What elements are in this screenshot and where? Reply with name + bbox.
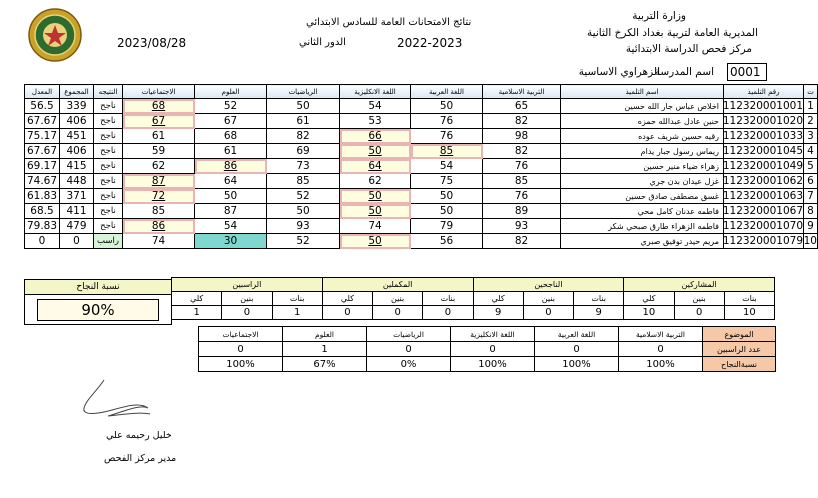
- cell-n: 9: [804, 219, 818, 234]
- cell-social: 59: [123, 144, 195, 159]
- cell-total: 448: [60, 174, 94, 189]
- cell-english: 54: [340, 99, 411, 114]
- cell-english: 66: [340, 129, 411, 144]
- cell-total: 371: [60, 189, 94, 204]
- cell-english: 53: [340, 114, 411, 129]
- cell-n: 10: [803, 235, 817, 247]
- column-header: المجموع: [60, 85, 94, 99]
- subject-pass-rate: 100%: [451, 357, 535, 372]
- stats-value-passed: 9: [473, 306, 523, 320]
- signatory-title: مدير مركز الفحص: [104, 453, 177, 464]
- cell-english: 50: [340, 204, 411, 219]
- stats-value-failed: 1: [172, 306, 222, 320]
- column-header: اللغة الانكليزية: [340, 85, 411, 99]
- cell-science: 68: [195, 129, 267, 144]
- round-label: الدور الثاني: [299, 37, 346, 48]
- stats-subheader: بنين: [674, 292, 724, 306]
- cell-islamic: 76: [483, 159, 561, 174]
- group-passed: الناجحين: [473, 278, 624, 292]
- stats-subheader: بنات: [272, 292, 322, 306]
- group-participants: المشاركين: [624, 278, 775, 292]
- cell-social: 74: [123, 234, 195, 249]
- cell-islamic: 76: [483, 189, 561, 204]
- cell-english: 74: [340, 219, 411, 234]
- cell-total: 406: [60, 114, 94, 129]
- column-header: اللغة العربية: [411, 85, 483, 99]
- pass-rate-label: نسبة النجاح: [25, 280, 171, 295]
- stats-value-failed: 0: [222, 306, 272, 320]
- cell-social: 85: [123, 204, 195, 219]
- cell-islamic: 82: [483, 234, 561, 249]
- subject-failed-count: 0: [619, 342, 703, 357]
- subject-pass-rate: 100%: [619, 357, 703, 372]
- cell-n: 1: [804, 99, 818, 114]
- cell-math: 50: [267, 99, 340, 114]
- cell-total: 339: [60, 99, 94, 114]
- table-row: [25, 174, 818, 189]
- signature-icon: [78, 378, 158, 426]
- cell-science: 30: [195, 234, 267, 249]
- cell-arabic: 56: [411, 234, 483, 249]
- cell-n: 2: [804, 114, 818, 129]
- subject-failed-count: 0: [367, 342, 451, 357]
- cell-total: 0: [60, 234, 94, 249]
- cell-arabic: 76: [411, 114, 483, 129]
- cell-arabic: 50: [411, 204, 483, 219]
- cell-result: ناجح: [94, 159, 123, 174]
- cell-name: فاطمه عدنان كامل محي: [561, 204, 724, 219]
- stats-value-participants: 10: [724, 306, 774, 320]
- cell-name: حنين عادل عبدالله حمزه: [561, 114, 724, 129]
- cell-math: 61: [267, 114, 340, 129]
- cell-science: 52: [195, 99, 267, 114]
- column-header: العلوم: [195, 85, 267, 99]
- cell-science: 50: [195, 189, 267, 204]
- stats-subheader: بنين: [373, 292, 423, 306]
- cell-social: 67: [123, 114, 195, 129]
- cell-avg: 74.67: [25, 174, 60, 189]
- stats-value-passed: 0: [523, 306, 573, 320]
- stats-value-supplementary: 0: [373, 306, 423, 320]
- pass-rate-value: 90%: [37, 299, 159, 321]
- cell-science: 87: [195, 204, 267, 219]
- table-row: [25, 129, 818, 144]
- cell-id: 112320001020: [722, 115, 803, 127]
- cell-avg: 69.17: [25, 159, 60, 174]
- cell-name: مريم حيدر توفيق صبري: [561, 234, 724, 249]
- stats-value-participants: 10: [624, 306, 674, 320]
- results-table: [24, 84, 818, 249]
- subject-pass-rate: 100%: [535, 357, 619, 372]
- subject-failed-count: 0: [451, 342, 535, 357]
- stats-subheader-row: [172, 292, 775, 306]
- report-title: نتائج الامتحانات العامة للسادس الابتدائي: [306, 17, 472, 28]
- cell-name: رقيه حسين شريف عوده: [561, 129, 724, 144]
- cell-result: ناجح: [94, 114, 123, 129]
- cell-n: 3: [804, 129, 818, 144]
- cell-islamic: 82: [483, 144, 561, 159]
- column-header: اسم التلميذ: [561, 85, 724, 99]
- cell-n: 7: [804, 189, 818, 204]
- school-label: اسم المدرسة: [654, 66, 714, 78]
- cell-social: 61: [123, 129, 195, 144]
- cell-id: 112320001063: [722, 190, 803, 202]
- stats-subheader: بنين: [523, 292, 573, 306]
- column-header: المعدل: [25, 85, 60, 99]
- cell-total: 415: [60, 159, 94, 174]
- cell-avg: 56.5: [25, 99, 60, 114]
- table-row: [25, 144, 818, 159]
- cell-english: 64: [340, 159, 411, 174]
- cell-math: 85: [267, 174, 340, 189]
- subject-row-label: الموضوع: [703, 327, 776, 342]
- cell-avg: 67.67: [25, 144, 60, 159]
- table-row: [25, 234, 818, 249]
- subject-rate-row: [199, 357, 776, 372]
- column-header: الرياضيات: [267, 85, 340, 99]
- stats-subheader: كلي: [172, 292, 222, 306]
- cell-math: 82: [267, 129, 340, 144]
- cell-id: 112320001045: [722, 145, 803, 157]
- cell-name: ريماس رسول جبار يدام: [561, 144, 724, 159]
- stats-value-supplementary: 0: [423, 306, 473, 320]
- cell-name: غزل عيدان بدن جري: [561, 174, 724, 189]
- cell-result: راسب: [94, 234, 123, 249]
- academic-year: 2022-2023: [397, 36, 463, 50]
- cell-english: 50: [340, 144, 411, 159]
- cell-total: 479: [60, 219, 94, 234]
- subject-pass-rate: 0%: [367, 357, 451, 372]
- cell-result: ناجح: [94, 204, 123, 219]
- cell-science: 67: [195, 114, 267, 129]
- cell-math: 93: [267, 219, 340, 234]
- cell-result: ناجح: [94, 174, 123, 189]
- cell-total: 406: [60, 144, 94, 159]
- group-supplementary: المكملين: [322, 278, 473, 292]
- cell-islamic: 65: [483, 99, 561, 114]
- cell-arabic: 54: [411, 159, 483, 174]
- column-header: الاجتماعيات: [123, 85, 195, 99]
- rate-row-label: نسبةالنجاح: [703, 357, 776, 372]
- cell-arabic: 75: [411, 174, 483, 189]
- table-row: [25, 99, 818, 114]
- subject-pass-rate: 67%: [283, 357, 367, 372]
- cell-total: 411: [60, 204, 94, 219]
- results-header-row: [25, 85, 818, 99]
- cell-result: ناجح: [94, 219, 123, 234]
- column-header: رقم التلميذ: [724, 85, 804, 99]
- subject-header: اللغة الانكليزية: [451, 327, 535, 342]
- cell-social: 87: [123, 174, 195, 189]
- cell-arabic: 50: [411, 189, 483, 204]
- cell-name: زهراء ضياء منير حسين: [561, 159, 724, 174]
- cell-science: 64: [195, 174, 267, 189]
- cell-avg: 0: [25, 234, 60, 249]
- report-date: 2023/08/28: [117, 36, 187, 50]
- stats-value-participants: 0: [674, 306, 724, 320]
- cell-islamic: 85: [483, 174, 561, 189]
- cell-id: 112320001001: [722, 100, 803, 112]
- stats-values-row: [172, 306, 775, 320]
- cell-avg: 67.67: [25, 114, 60, 129]
- cell-arabic: 85: [411, 144, 483, 159]
- table-row: [25, 114, 818, 129]
- center-name: مركز فحص الدراسة الابتدائية: [625, 43, 752, 55]
- table-row: [25, 159, 818, 174]
- table-row: [25, 189, 818, 204]
- cell-n: 6: [804, 174, 818, 189]
- cell-arabic: 79: [411, 219, 483, 234]
- subject-summary-table: [198, 326, 776, 372]
- cell-science: 61: [195, 144, 267, 159]
- cell-islamic: 89: [483, 204, 561, 219]
- subject-header: اللغة العربية: [535, 327, 619, 342]
- cell-id: 112320001033: [722, 130, 803, 142]
- cell-avg: 68.5: [25, 204, 60, 219]
- cell-n: 8: [804, 204, 818, 219]
- cell-n: 5: [804, 159, 818, 174]
- table-row: [25, 219, 818, 234]
- stats-subheader: بنين: [222, 292, 272, 306]
- subject-failed-count: 1: [283, 342, 367, 357]
- cell-islamic: 98: [483, 129, 561, 144]
- stats-subheader: بنات: [724, 292, 774, 306]
- cell-id: 112320001049: [722, 160, 803, 172]
- cell-id: 112320001079: [722, 235, 803, 247]
- cell-english: 50: [340, 234, 411, 249]
- cell-avg: 75.17: [25, 129, 60, 144]
- cell-id: 112320001062: [722, 175, 803, 187]
- stats-subheader: بنات: [574, 292, 624, 306]
- emblem-icon: [28, 8, 82, 62]
- cell-math: 50: [267, 204, 340, 219]
- stats-value-passed: 9: [574, 306, 624, 320]
- cell-name: غسق مصطفى صادق حسين: [561, 189, 724, 204]
- subject-header-row: [199, 327, 776, 342]
- subject-failed-count: 0: [199, 342, 283, 357]
- subject-header: الرياضيات: [367, 327, 451, 342]
- column-header: ت: [804, 85, 818, 99]
- cell-result: ناجح: [94, 189, 123, 204]
- cell-islamic: 82: [483, 114, 561, 129]
- cell-social: 86: [123, 219, 195, 234]
- failed-row-label: عدد الراسبين: [703, 342, 776, 357]
- stats-subheader: بنات: [423, 292, 473, 306]
- stats-subheader: كلي: [473, 292, 523, 306]
- cell-islamic: 93: [483, 219, 561, 234]
- stats-subheader: كلي: [624, 292, 674, 306]
- cell-english: 62: [340, 174, 411, 189]
- cell-arabic: 50: [411, 99, 483, 114]
- summary-stats-table: [171, 277, 775, 320]
- cell-math: 52: [267, 189, 340, 204]
- cell-result: ناجح: [94, 144, 123, 159]
- cell-science: 54: [195, 219, 267, 234]
- school-name: الزهراوي الاساسية: [578, 66, 660, 78]
- cell-avg: 79.83: [25, 219, 60, 234]
- stats-subheader: كلي: [322, 292, 372, 306]
- column-header: النتيجه: [94, 85, 123, 99]
- stats-value-failed: 1: [272, 306, 322, 320]
- cell-social: 68: [123, 99, 195, 114]
- group-failed: الراسبين: [172, 278, 323, 292]
- signatory-name: خليل رحيمه علي: [106, 430, 172, 441]
- directorate-name: المديرية العامة لتربية بغداد الكرخ الثانية: [587, 27, 758, 39]
- cell-result: ناجح: [94, 99, 123, 114]
- subject-header: العلوم: [283, 327, 367, 342]
- cell-avg: 61.83: [25, 189, 60, 204]
- cell-math: 73: [267, 159, 340, 174]
- subject-failed-count: 0: [535, 342, 619, 357]
- cell-result: ناجح: [94, 129, 123, 144]
- school-code: 0001: [727, 63, 767, 81]
- subject-header: التربية الاسلامية: [619, 327, 703, 342]
- subject-pass-rate: 100%: [199, 357, 283, 372]
- subject-header: الاجتماعيات: [199, 327, 283, 342]
- cell-social: 62: [123, 159, 195, 174]
- cell-math: 69: [267, 144, 340, 159]
- subject-failed-row: [199, 342, 776, 357]
- cell-english: 50: [340, 189, 411, 204]
- column-header: التربية الاسلامية: [483, 85, 561, 99]
- cell-science: 86: [195, 159, 267, 174]
- cell-name: فاطمه الزهراء طارق صبحي شكر: [561, 219, 724, 234]
- cell-id: 112320001067: [722, 205, 803, 217]
- cell-id: 112320001070: [722, 220, 803, 232]
- table-row: [25, 204, 818, 219]
- cell-social: 72: [123, 189, 195, 204]
- pass-rate-box: [24, 279, 172, 325]
- cell-name: اخلاص عباس جار الله حسين: [561, 99, 724, 114]
- cell-arabic: 76: [411, 129, 483, 144]
- cell-n: 4: [804, 144, 818, 159]
- ministry-name: وزارة التربية: [632, 10, 686, 22]
- stats-value-supplementary: 0: [322, 306, 372, 320]
- cell-math: 52: [267, 234, 340, 249]
- cell-total: 451: [60, 129, 94, 144]
